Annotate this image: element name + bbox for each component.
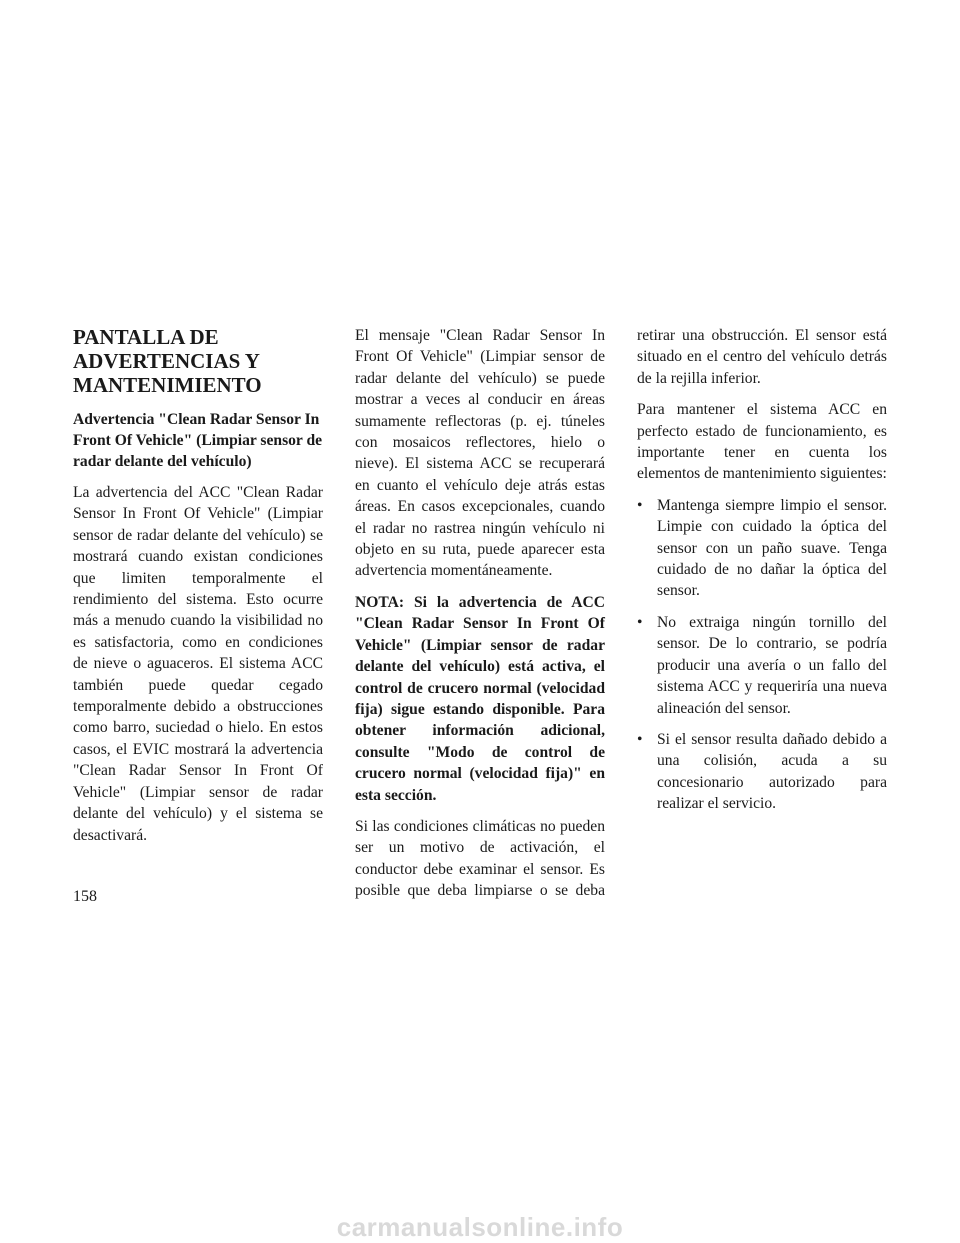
maintenance-list	[637, 495, 887, 815]
section-title: PANTALLA DE ADVERTENCIAS Y MANTENIMIENTO	[73, 325, 262, 397]
watermark: carmanualsonline.info	[336, 1212, 624, 1242]
body-paragraph-continued: retirar una obstrucción. El sensor está situado en el centro del vehículo detrás de la rejilla inferior.	[637, 327, 887, 387]
column-3	[637, 325, 887, 825]
list-item: • No extraiga ningún tornillo del sensor. De lo contrario, se podría producir una avería o un fallo del sistema ACC y requeriría una nueva alineación del sensor.	[637, 612, 887, 719]
body-paragraph: El mensaje "Clean Radar Sensor In Front Of Vehicle" (Limpiar sensor de radar delante del vehículo) se puede mostrar a veces al conducir en áreas sumamente reflectoras (p. ej. túneles con mosaicos reflectores, hielo o nieve). El sistema ACC se recuperará en cuanto el vehículo deje atrás estas áreas. En casos excepcionales, cuando el radar no rastrea ningún vehículo ni objeto en su ruta, puede aparecer esta advertencia momentáneamente.	[355, 327, 605, 580]
column-2	[355, 325, 605, 912]
list-item: • Si el sensor resulta dañado debido a una colisión, acuda a su concesionario autorizado para realizar el servicio.	[637, 729, 887, 815]
note-paragraph: NOTA: Si la advertencia de ACC "Clean Radar Sensor In Front Of Vehicle" (Limpiar sensor de radar delante del vehículo) está activa, el control de crucero normal (velocidad fija) sigue estando disponible. Para obtener información adicional, consulte "Modo de control de crucero normal (velocidad fija)" en esta sección.	[355, 593, 605, 804]
body-paragraph: Para mantener el sistema ACC en perfecto estado de funcionamiento, es importante tener en cuenta los elementos de mantenimiento siguientes:	[637, 401, 887, 483]
list-item: • Mantenga siempre limpio el sensor. Limpie con cuidado la óptica del sensor con un paño suave. Tenga cuidado de no dañar la óptica del sensor.	[637, 495, 887, 602]
subsection-title: Advertencia "Clean Radar Sensor In Front Of Vehicle" (Limpiar sensor de radar delante del vehículo)	[73, 411, 323, 470]
column-1	[73, 325, 323, 856]
body-paragraph: Si las condiciones climáticas no pueden ser un motivo de activación, el conductor debe examinar el sensor. Es posible que deba limpiarse o se deba	[355, 817, 605, 900]
body-paragraph: La advertencia del ACC "Clean Radar Sensor In Front Of Vehicle" (Limpiar sensor de radar delante del vehículo) se mostrará cuando existan condiciones que limiten temporalmente el rendimiento del sistema. Esto ocurre más a menudo cuando la visibilidad no es satisfactoria, como en condiciones de nieve o aguaceros. El sistema ACC también puede quedar cegado temporalmente debido a obstrucciones como barro, suciedad o hielo. En estos casos, el EVIC mostrará la advertencia "Clean Radar Sensor In Front Of Vehicle" (Limpiar sensor de radar delante del vehículo) y el sistema se desactivará.	[73, 484, 323, 844]
page-number: 158	[73, 888, 97, 905]
